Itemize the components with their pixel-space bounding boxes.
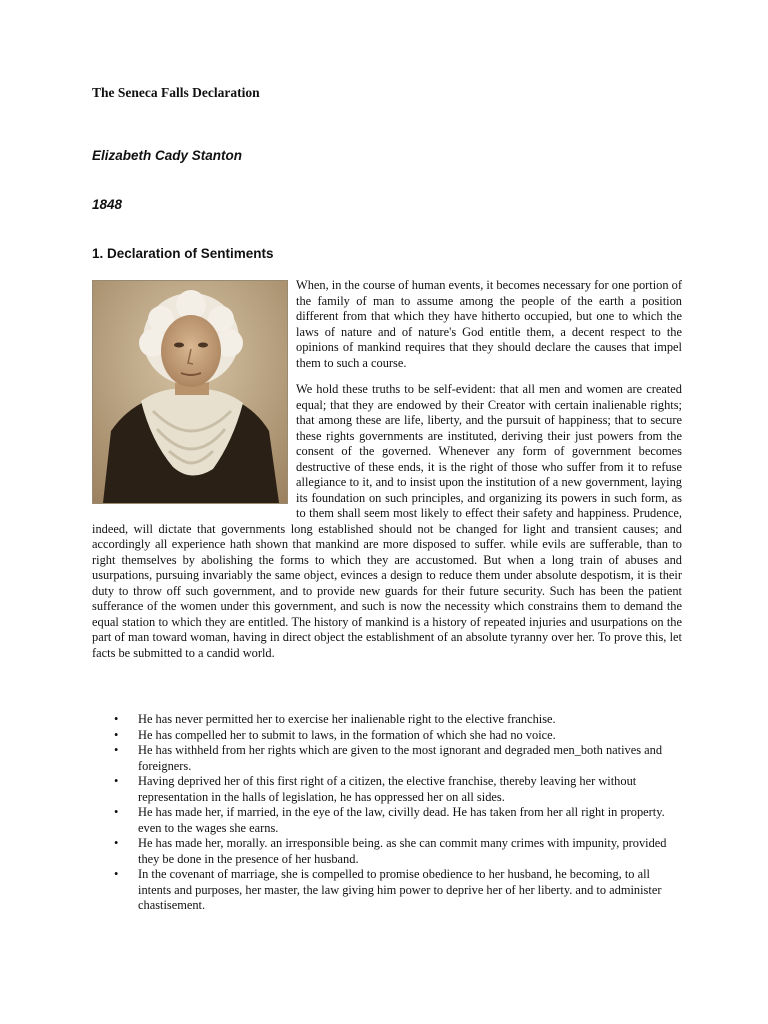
paragraph-2: We hold these truths to be self-evident: that all men and women are created equal; that they are endowed by their Creator with certain inalienable rights; that among these are life, liberty, and the pursuit of happiness; that to secure these rights governments are instituted, deriving their just powers from the consent of the governed. Whenever any form of government becomes destructive of these ends, it is the right of those who suffer from it to refuse allegiance to it, and to insist upon the institution of a new government, laying its foundation on such principles, and organizing its powers in such form, as to them shall seem most likely to effect their safety and happiness. Prudence, indeed, will dictate that governments long established should not be changed for light and transient causes; and accordingly all experience hath shown that mankind are more disposed to suffer. while evils are sufferable, than to right themselves by abolishing the forms to which they are accustomed. But when a long train of abuses and usurpations, pursuing invariably the same object, evinces a design to reduce them under absolute despotism, it is their duty to throw off such government, and to provide new guards for their future security. Such has been the patient sufferance of the women under this government, and such is now the necessity which constrains them to demand the equal station to which they are entitled. The history of mankind is a history of repeated injuries and usurpations on the part of man toward woman, having in direct object the establishment of an absolute tyranny over her. To prove this, let facts be submitted to a candid world. [92, 382, 682, 660]
author-name: Elizabeth Cady Stanton [92, 148, 243, 163]
bullet-icon: • [114, 867, 119, 881]
grievance-list [92, 712, 682, 914]
list-item [92, 774, 682, 805]
section-heading: 1. Declaration of Sentiments [92, 246, 274, 261]
bullet-icon: • [114, 727, 119, 742]
list-item [92, 728, 682, 744]
list-item-text: He has never permitted her to exercise her inalienable right to the elective franchise. [138, 712, 556, 726]
list-item [92, 712, 682, 728]
list-item-text: He has compelled her to submit to laws, in the formation of which she had no voice. [138, 727, 556, 742]
list-item [92, 743, 682, 774]
publication-year: 1848 [92, 197, 123, 212]
portrait-illustration [93, 281, 287, 503]
paragraph-1: When, in the course of human events, it becomes necessary for one portion of the family of man to assume among the people of the earth a position different from that which they have hitherto occupied, but one to which the laws of nature and of nature's God entitle them, a decent respect to the opinions of mankind requires that they should declare the causes that impel them to such a course. [296, 278, 682, 370]
bullet-icon: • [114, 774, 119, 788]
list-item-text: In the covenant of marriage, she is compelled to promise obedience to her husband, he becoming, to all intents and purposes, her master, the law giving him power to deprive her of her liberty. and to administer chastisement. [138, 867, 662, 912]
list-item [92, 805, 682, 836]
document-title: The Seneca Falls Declaration [92, 85, 260, 100]
list-item [92, 867, 682, 914]
list-item-text: He has withheld from her rights which are given to the most ignorant and degraded men_both natives and foreigners. [138, 743, 663, 773]
list-item-text: He has made her, if married, in the eye of the law, civilly dead. He has taken from her all right in property. even to the wages she earns. [138, 805, 665, 835]
bullet-icon: • [114, 712, 119, 726]
bullet-icon: • [114, 836, 119, 850]
bullet-icon: • [114, 743, 119, 757]
body-text [92, 278, 682, 672]
list-item-text: Having deprived her of this first right of a citizen, the elective franchise, thereby leaving her without representation in the halls of legislation, he has oppressed her on all sides. [138, 774, 637, 804]
bullet-icon: • [114, 805, 119, 819]
portrait-photo [92, 280, 288, 504]
list-item-text: He has made her, morally. an irresponsible being. as she can commit many crimes with impunity, provided they be done in the presence of her husband. [138, 836, 667, 866]
list-item [92, 836, 682, 867]
